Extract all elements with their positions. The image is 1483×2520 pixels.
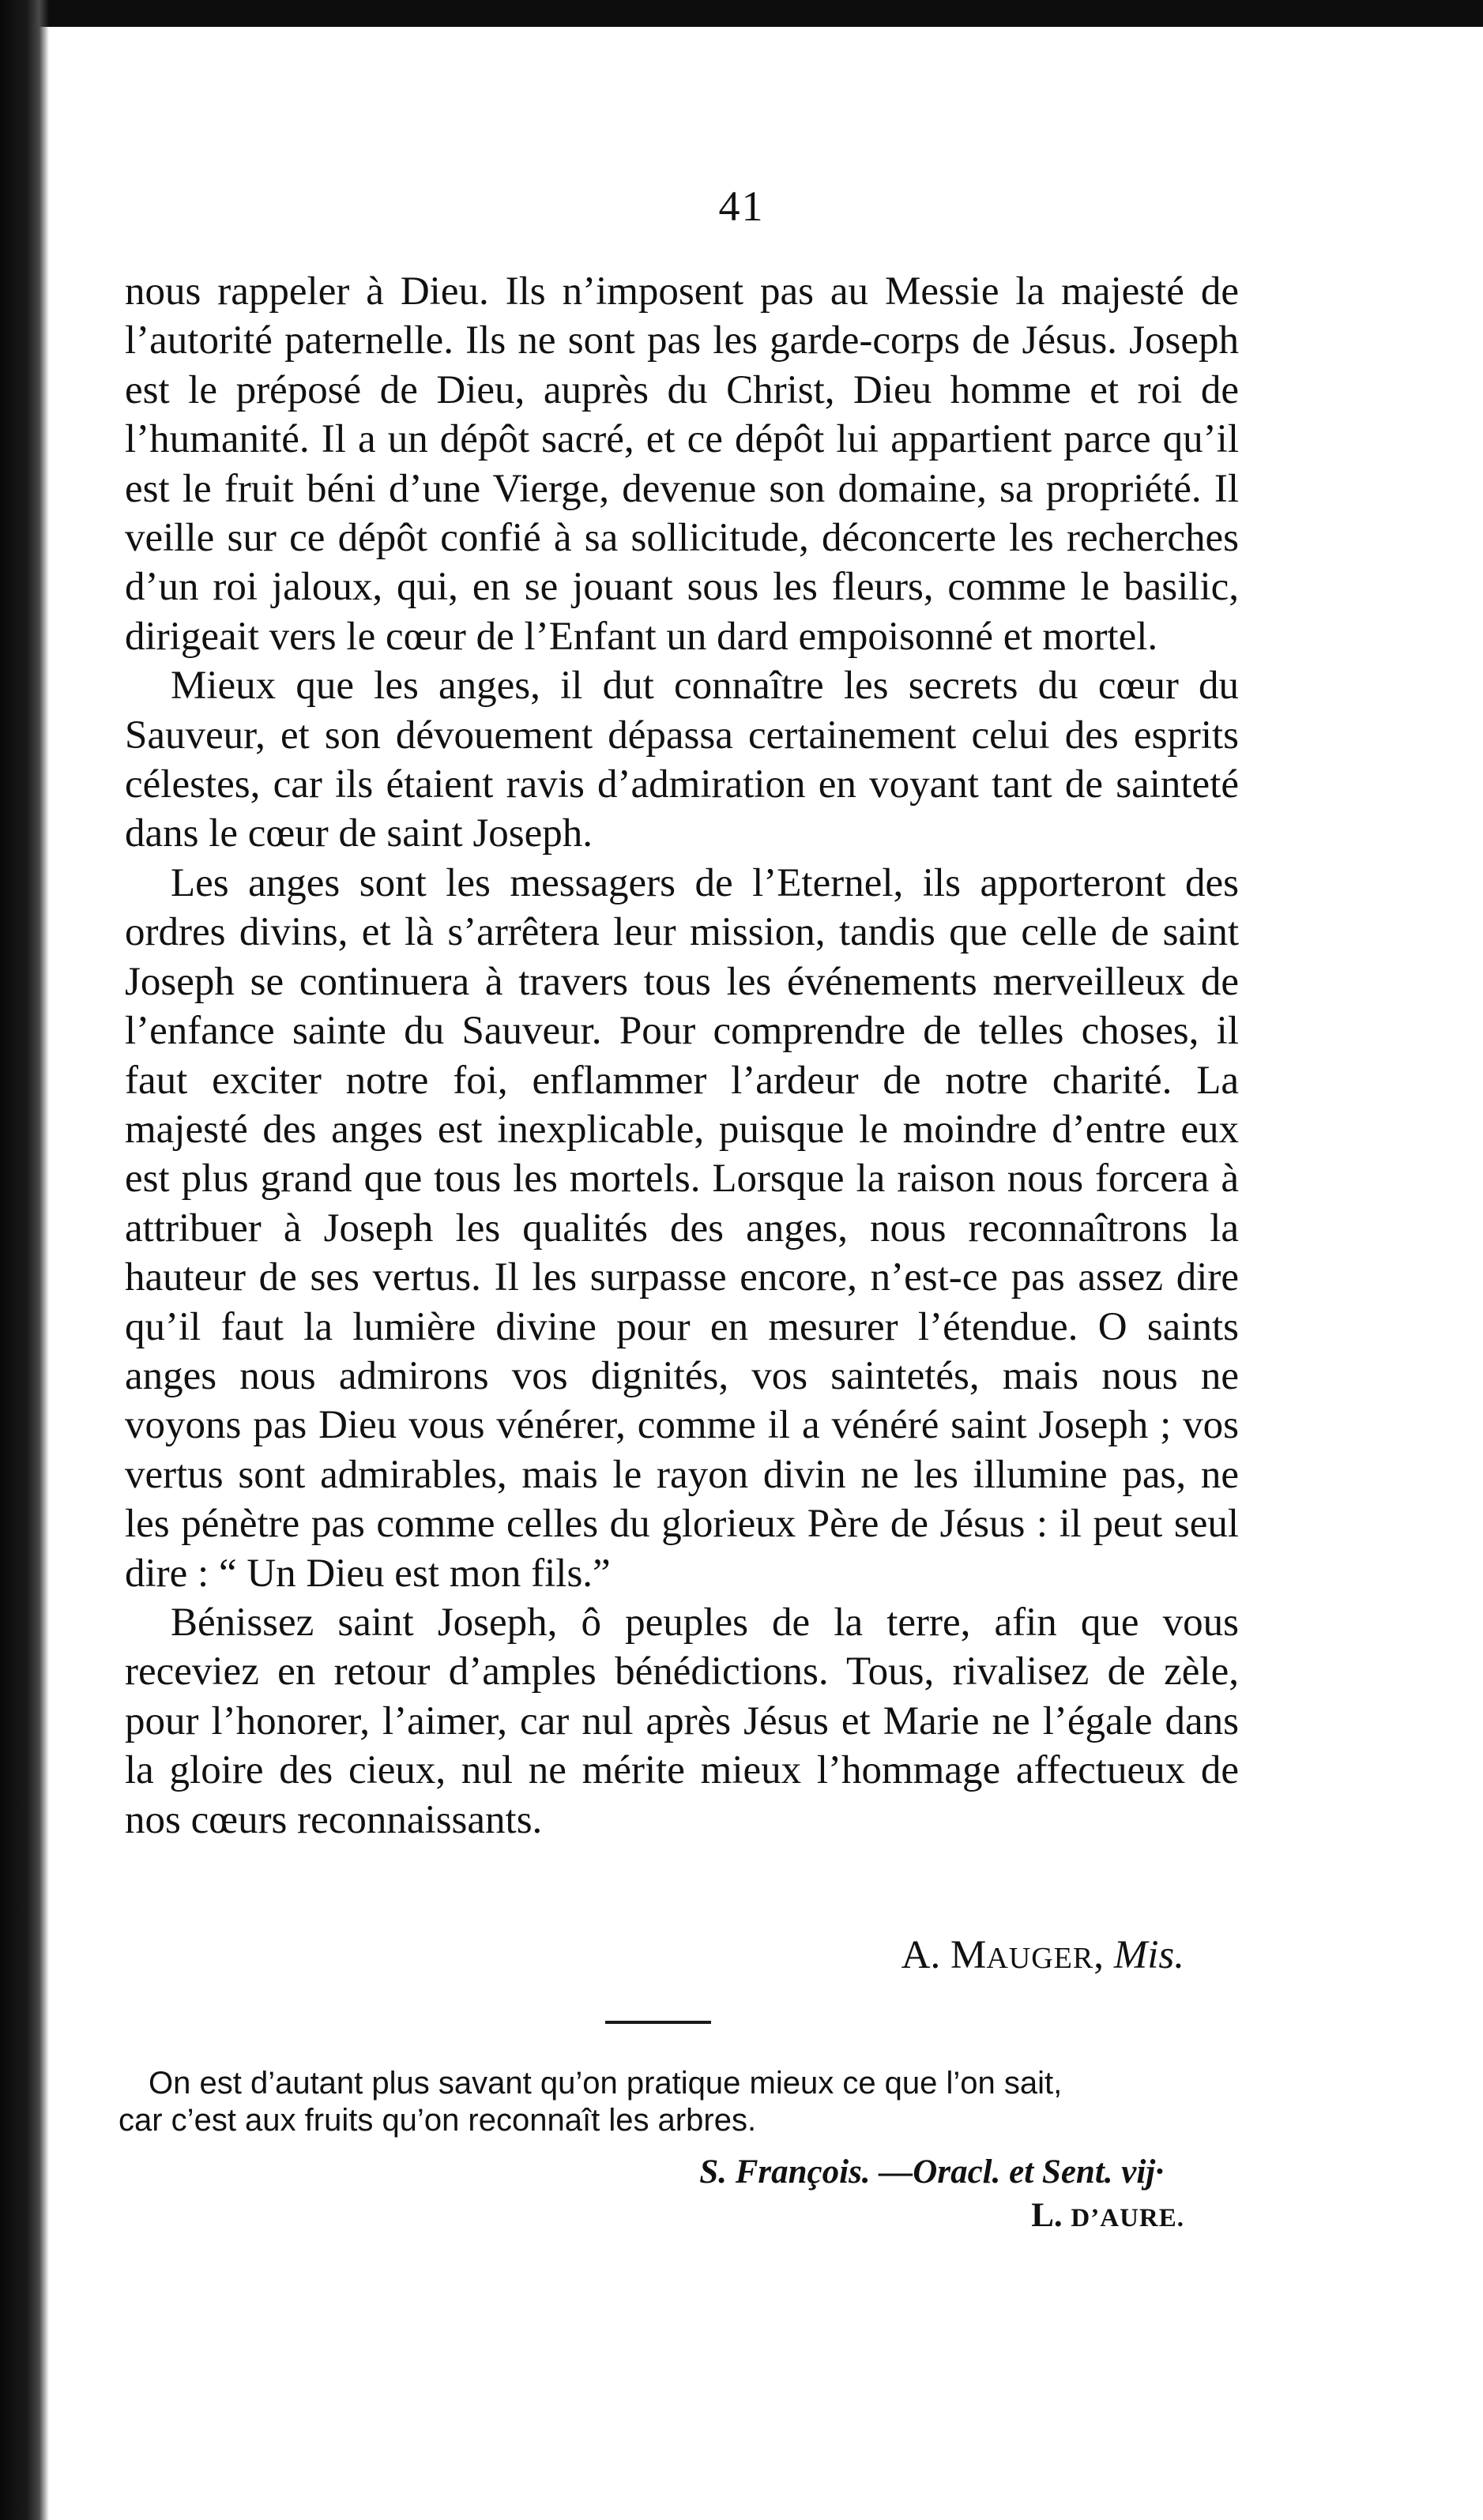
paragraph-1: nous rappeler à Dieu. Ils n’imposent pas au Messie la majesté de l’autorité paternelle. Ils ne sont pas les garde-corps de Jésus. Joseph est le préposé de Dieu, auprès du Christ, Dieu homme et roi de l’humanité. Il a un dépôt sacré, et ce dépôt lui appartient parce qu’il est le fruit béni d’une Vierge, devenue son domaine, sa propriété. Il veille sur ce dépôt confié à sa sollicitude, déconcerte les recherches d’un roi jaloux, qui, en se jouant sous les fleurs, comme le basilic, dirigeait vers le cœur de l’Enfant un dard empoisonné et mortel. (125, 269, 1239, 659)
paragraph-3: Les anges sont les messagers de l’Eternel, ils apporteront des ordres divins, et là s’arrêtera leur mission, tandis que celle de saint Joseph se continuera à travers tous les événements merveilleux de l’enfance sainte du Sauveur. Pour comprendre de telles choses, il faut exciter notre foi, enflammer l’ardeur de notre charité. La majesté des anges est inexplicable, puisque le moindre d’entre eux est plus grand que tous les mortels. Lorsque la raison nous forcera à attribuer à Joseph les qualités des anges, nous reconnaîtrons la hauteur de ses vertus. Il les surpasse encore, n’est-ce pas assez dire qu’il faut la lumière divine pour en mesurer l’étendue. O saints anges nous admirons vos dignités, vos saintetés, mais nous ne voyons pas Dieu vous vénérer, comme il a vénéré saint Joseph ; vos vertus sont admirables, mais le rayon divin ne les illumine pas, ne les pénètre pas comme celles du glorieux Père de Jésus : il peut seul dire : “ Un Dieu est mon fils.” (125, 860, 1239, 1596)
quote-author-name: D’AURE. (1071, 2204, 1184, 2232)
quote-author-initial: L. (1031, 2197, 1071, 2234)
quote-line-1: On est d’autant plus savant qu’on pratique mieux ce que l’on sait, (149, 2066, 1063, 2101)
quote-author (1031, 2196, 1184, 2235)
paragraph-4: Bénissez saint Joseph, ô peuples de la terre, afin que vous receviez en retour d’amples bénédictions. Tous, rivalisez de zèle, pour l’honorer, l’aimer, car nul après Jésus et Marie ne l’égale dans la gloire des cieux, nul ne mérite mieux l’hommage affectueux de nos cœurs reconnaissants. (125, 1600, 1239, 1842)
signature-surname: AUGER (986, 1942, 1094, 1975)
author-signature (901, 1932, 1184, 1978)
main-text (125, 267, 1239, 1845)
signature-title: Mis. (1113, 1933, 1184, 1977)
quote-source: S. François. —Oracl. et Sent. vij· (699, 2153, 1164, 2191)
signature-initial: A. M (901, 1933, 987, 1977)
page-top-border (0, 0, 1483, 27)
book-spine-edge (0, 0, 49, 2520)
signature-comma: , (1093, 1933, 1114, 1977)
section-divider (605, 2021, 711, 2024)
closing-quote (119, 2065, 1226, 2139)
quote-line-2: car c’est aux fruits qu’on reconnaît les arbres. (119, 2103, 757, 2138)
paragraph-2: Mieux que les anges, il dut connaître les secrets du cœur du Sauveur, et son dévouement dépassa certainement celui des esprits célestes, car ils étaient ravis d’admiration en voyant tant de sainteté dans le cœur de saint Joseph. (125, 664, 1239, 856)
page-number: 41 (718, 182, 765, 230)
